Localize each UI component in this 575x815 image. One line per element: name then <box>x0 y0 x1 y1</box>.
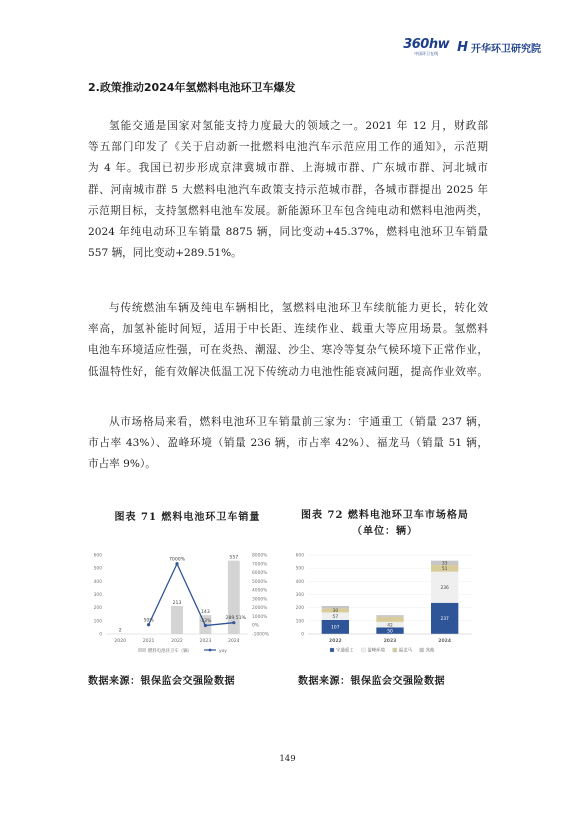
legend-swatch <box>393 648 397 652</box>
logo-360hw <box>403 38 449 56</box>
sales-bar-label: 557 <box>229 555 239 561</box>
paragraph-line: 群、河南城市群 5 大燃料电池汽车政策支持示范城市群，各城市群提出 2025 年 <box>88 183 488 196</box>
legend-label-bar: 燃料电池环卫车（辆） <box>148 648 192 654</box>
yoy-point <box>204 624 207 627</box>
y-tick-label: 600 <box>295 553 304 559</box>
x-tick-label: 2023 <box>383 639 397 644</box>
yoy-point <box>147 623 150 626</box>
legend-swatch-bar <box>138 648 146 652</box>
y-tick-label: 100 <box>295 619 304 625</box>
y-tick-right-label: 2000% <box>252 606 268 612</box>
stack-segment-label: 33 <box>441 561 448 567</box>
sales-bar-label: 143 <box>201 610 210 616</box>
yoy-point-label: 7000% <box>168 557 186 563</box>
paragraph-line: 为 4 年。我国已初步形成京津冀城市群、上海城市群、广东城市群、河北城市 <box>88 162 488 175</box>
x-tick-label: 2021 <box>142 639 155 644</box>
figure-71-title: 图表 71 燃料电池环卫车销量 <box>114 512 261 523</box>
figure-72-title-line1: 图表 72 燃料电池环卫车市场格局 <box>301 510 469 521</box>
y-tick-label: 200 <box>295 606 304 612</box>
figure-71-source: 数据来源：银保监会交强险数据 <box>88 676 235 687</box>
y-tick-left-label: 400 <box>93 579 102 585</box>
y-tick-label: 400 <box>295 579 304 585</box>
paragraph-line: 2024 年纯电动环卫车销量 8875 辆，同比变动+45.37%，燃料电池环卫车销量 <box>88 226 488 239</box>
x-tick-label: 2022 <box>328 639 342 644</box>
stack-segment-label: 51 <box>441 566 448 572</box>
x-tick-label: 2022 <box>171 639 183 644</box>
stack-segment <box>376 617 403 622</box>
y-tick-label: 300 <box>295 593 304 598</box>
legend-swatch <box>420 648 424 652</box>
x-tick-label: 2020 <box>114 639 127 644</box>
yoy-point <box>175 562 178 565</box>
yoy-point-label: 50% <box>143 618 154 624</box>
logo-kaihua-mark: H <box>457 39 468 55</box>
sales-bar-label: 2 <box>118 628 122 634</box>
paragraph-line: 等五部门印发了《关于启动新一批燃料电池汽车示范应用工作的通知》，示范期 <box>88 141 488 154</box>
paragraph-line: 市占率 43%）、盈峰环境（销量 236 辆，市占率 42%）、福龙马（销量 51 辆， <box>88 437 488 450</box>
legend-label: 其他 <box>425 648 435 654</box>
paragraph-line: 氢能交通是国家对氢能支持力度最大的领域之一。2021 年 12 月，财政部 <box>109 120 488 132</box>
figure-72-title-line2: （单位：辆） <box>352 526 418 537</box>
page-number: 149 <box>279 754 296 764</box>
y-tick-right-label: 6000% <box>252 571 268 577</box>
legend-label: 福龙马 <box>398 648 412 654</box>
y-tick-label: 0 <box>301 632 304 638</box>
y-tick-right-label: 0% <box>252 623 259 629</box>
fuel-cell-sales-chart <box>86 546 286 664</box>
stack-segment-label: 57 <box>332 614 339 620</box>
paragraph-line: 与传统燃油车辆及纯电车辆相比，氢燃料电池环卫车续航能力更长，转化效 <box>109 302 488 314</box>
sales-bar-label: 213 <box>172 600 182 606</box>
x-tick-label: 2024 <box>438 639 452 644</box>
legend-swatch <box>330 648 334 652</box>
stack-segment <box>322 606 349 609</box>
legend-label-line: yoy <box>219 648 227 654</box>
paragraph-2 <box>88 298 488 383</box>
stack-segment-label: 237 <box>440 616 449 622</box>
figure-72-source: 数据来源：银保监会交强险数据 <box>298 676 445 687</box>
figure-72-title <box>290 508 480 540</box>
y-tick-left-label: 200 <box>93 606 102 612</box>
stack-segment <box>376 615 403 617</box>
paragraph-line: 示范期目标，支持氢燃料电池车发展。新能源环卫车包含纯电动和燃料电池两类， <box>88 204 488 217</box>
legend-swatch <box>361 648 365 652</box>
paragraph-1 <box>88 116 488 264</box>
y-tick-right-label: 3000% <box>252 597 268 603</box>
yoy-point-label: 289.51% <box>225 616 247 622</box>
paragraph-line: 从市场格局来看，燃料电池环卫车销量前三家为：宇通重工（销量 237 辆， <box>109 416 488 428</box>
stack-segment-label: 107 <box>331 625 340 631</box>
logo-kaihua-text: 开华环卫研究院 <box>471 43 541 55</box>
y-tick-left-label: 600 <box>93 553 102 559</box>
y-tick-label: 500 <box>295 566 304 572</box>
logo-360hw-text: 360hw <box>403 37 450 52</box>
yoy-line <box>149 564 234 626</box>
stack-segment-label: 50 <box>387 629 393 635</box>
y-tick-right-label: 4000% <box>252 588 268 594</box>
paragraph-line: 电池车环境适应性强，可在炎热、潮湿、沙尘、寒冷等复杂气候环境下正常作业， <box>88 344 488 357</box>
paragraph-line: 557 辆，同比变动+289.51%。 <box>88 247 242 260</box>
section-heading: 2.政策推动2024年氢燃料电池环卫车爆发 <box>88 81 296 94</box>
legend-swatch-line-dot <box>209 649 212 652</box>
yoy-point-label: -33% <box>199 619 212 625</box>
y-tick-right-label: 5000% <box>252 579 268 585</box>
legend-label: 宇通重工 <box>336 648 354 654</box>
yoy-point <box>232 621 235 624</box>
x-tick-label: 2023 <box>199 639 212 644</box>
y-tick-left-label: 500 <box>93 566 102 572</box>
stack-segment-label: 30 <box>332 609 339 615</box>
header-logos <box>403 38 541 56</box>
y-tick-left-label: 300 <box>93 593 102 598</box>
paragraph-line: 低温特性好，能有效解决低温工况下传统动力电池性能衰减问题，提高作业效率。 <box>88 365 488 378</box>
x-tick-label: 2024 <box>227 639 240 644</box>
y-tick-left-label: 0 <box>99 632 102 638</box>
stack-segment-label: 42 <box>387 623 393 629</box>
paragraph-line: 率高，加氢补能时间短，适用于中长距、连续作业、载重大等应用场景。氢燃料 <box>88 323 488 336</box>
y-tick-right-label: -1000% <box>252 632 269 638</box>
y-tick-right-label: 1000% <box>252 614 268 620</box>
stack-segment-label: 236 <box>440 585 449 591</box>
y-tick-right-label: 7000% <box>252 562 268 568</box>
y-tick-right-label: 8000% <box>252 553 268 559</box>
paragraph-3 <box>88 412 488 476</box>
logo-360hw-subtext: 中国环卫在线 <box>414 51 439 56</box>
market-share-chart <box>290 546 480 664</box>
sales-bar <box>171 606 183 634</box>
paragraph-line: 市占率 9%）。 <box>88 458 156 471</box>
y-tick-left-label: 100 <box>93 619 102 625</box>
logo-kaihua <box>457 40 541 55</box>
legend-label: 盈峰环境 <box>367 648 385 654</box>
